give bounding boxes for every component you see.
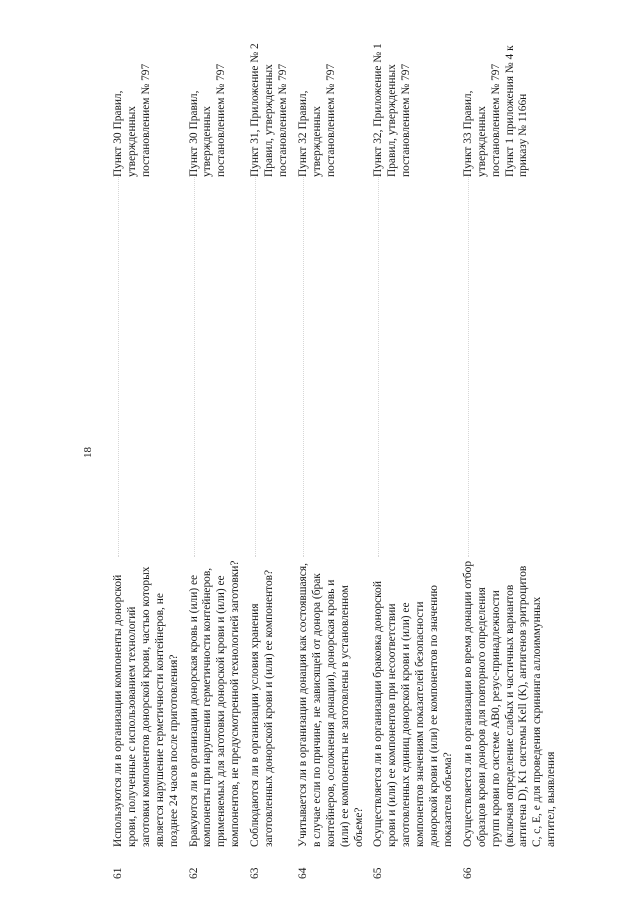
reference-line: постановлением № 797: [215, 63, 228, 177]
page-number: 18: [82, 447, 94, 458]
answer-cell: [249, 177, 297, 557]
reference-line: постановлением № 797: [324, 63, 337, 177]
row-number: 65: [372, 867, 385, 879]
faint-dotted-line: [255, 177, 257, 557]
reference-line: Пункт 31, Приложение № 2 Правил, утвержденных: [249, 43, 276, 177]
question-text: Учитывается ли в организации донация как состоявшаяся, в случае если по причине, не зависящей от донора (брак контейнеров, осложнения донации), донорская кровь и (или) ее компоненты не заготовлены в установленном объеме?: [296, 563, 365, 847]
faint-dotted-line: [468, 177, 470, 557]
table-row: [297, 23, 373, 879]
question-text: Осуществляется ли в организации браковка донорской крови и (или) ее компонентов при несоответствии заготовленных единиц донорской крови и (или) ее компонентов значениям показателей безопасности донорской крови и (или) ее компонентов по значению показателя объема?: [372, 581, 454, 847]
table-row: [112, 23, 188, 879]
faint-dotted-line: [118, 177, 120, 557]
answer-cell: [297, 177, 373, 557]
row-number: 64: [296, 867, 309, 879]
reference-cell: [462, 23, 565, 177]
table-row: [188, 23, 250, 879]
reference-cell: [297, 23, 373, 177]
reference-line: Пункт 33 Правил, утвержденных: [461, 90, 488, 177]
table-row: [462, 23, 565, 879]
answer-cell: [462, 177, 565, 557]
question-text: Соблюдаются ли в организации условия хранения заготовленных донорской крови и (или) ее компонентов?: [249, 569, 276, 847]
reference-line: Пункт 30 Правил, утвержденных: [112, 90, 138, 177]
reference-line: постановлением № 797: [276, 63, 289, 177]
row-number: 61: [112, 867, 124, 879]
reference-line: Пункт 32, Приложение № 1 Правил, утвержденных: [372, 43, 399, 177]
reference-line: Пункт 1 приложения № 4 к приказу № 1166н: [503, 45, 530, 177]
reference-line: постановлением № 797: [489, 63, 502, 177]
row-number: 63: [249, 867, 262, 879]
row-number: 66: [461, 867, 474, 879]
reference-line: Пункт 30 Правил, утвержденных: [187, 90, 214, 177]
reference-cell: [249, 23, 297, 177]
row-number: 62: [187, 867, 200, 879]
faint-dotted-line: [378, 177, 380, 557]
table-row: [249, 23, 297, 879]
faint-dotted-line: [303, 177, 305, 557]
reference-cell: [372, 23, 461, 177]
reference-line: Пункт 32 Правил, утвержденных: [296, 90, 323, 177]
reference-cell: [188, 23, 250, 177]
question-text: Используются ли в организации компоненты донорской крови, полученные с использованием технологий заготовки компонентов донорской крови, частью которых является нарушение герметичности контейнеров, не позднее 24 часов после приготовления?: [112, 566, 180, 847]
question-text: Осуществляется ли в организации во время донации отбор образцов крови доноров для повторного определения групп крови по системе AB0, резус-принадлежности (включая определение слабых и частичных вариантов антигена D), K1 системы Kell (K), антигенов эритроцитов C, c, E, e для проведения скрининга аллоиммунных антител, выявления: [461, 560, 558, 847]
reference-line: постановлением № 797: [139, 63, 152, 177]
answer-cell: [188, 177, 250, 557]
checklist-table: [112, 23, 565, 879]
reference-line: постановлением № 797: [400, 63, 413, 177]
answer-cell: [372, 177, 461, 557]
table-row: [372, 23, 461, 879]
answer-cell: [112, 177, 188, 557]
question-text: Бракуются ли в организации донорская кровь и (или) ее компоненты при нарушении герметичности контейнеров, применяемых для заготовки донорской крови и (или) ее компонентов, не предусмотренной технологией заготовки?: [187, 560, 242, 847]
reference-cell: [112, 23, 188, 177]
faint-dotted-line: [194, 177, 196, 557]
